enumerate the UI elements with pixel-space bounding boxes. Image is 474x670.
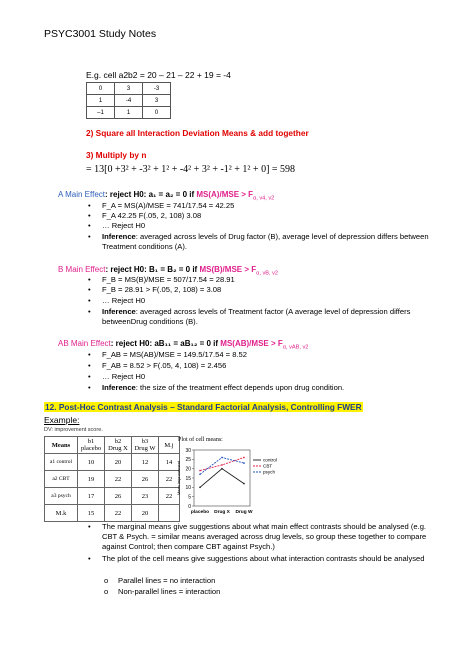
table-row [45,488,180,505]
table-cell: 12 [132,454,159,471]
column-header: b3 Drug W [132,437,159,454]
table-cell: 1 [87,95,115,107]
data-point [221,457,223,459]
series-line-control [200,469,244,488]
data-point [243,462,245,464]
data-point [199,473,201,475]
y-tick-label: 30 [185,447,191,454]
column-header: M.j [159,437,180,454]
ab-main-effect-heading [58,339,308,351]
table-cell: 15 [78,505,105,522]
series-line-psych [200,457,244,474]
row-header: a1 control [45,454,78,471]
b-effect-hypothesis: : reject H0: B₁ = B₂ = 0 if [105,265,200,274]
inference-label: Inference [102,232,136,241]
a-effect-item: F_A = MS(A)/MSE = 741/17.54 = 42.25 [102,201,235,210]
column-header: b2 Drug X [105,437,132,454]
b-effect-item: F_B = MS(B)/MSE = 507/17.54 = 28.91 [102,275,235,284]
y-tick-label: 0 [188,503,191,510]
table-cell: -3 [143,83,171,95]
table-cell: 26 [105,488,132,505]
b-effect-title: B Main Effect [58,265,106,274]
step-3-heading: 3) Multiply by n [86,150,147,160]
data-point [221,464,223,466]
ab-effect-criterion-sub: α, vAB, v2 [282,344,309,351]
interaction-deviation-table [86,82,171,119]
table-cell: 20 [105,454,132,471]
y-tick-label: 5 [188,494,191,501]
a-effect-item: … Reject H0 [102,221,146,230]
y-tick-label: 20 [185,466,191,473]
table-cell: 26 [132,471,159,488]
table-cell: 0 [143,107,171,119]
table-cell: 20 [132,505,159,522]
b-effect-criterion: MS(B)/MSE > F [199,265,257,274]
table-cell: 22 [159,488,180,505]
inference-label: Inference [102,383,136,392]
ab-effect-criterion: MS(AB)/MSE > F [220,339,283,348]
row-header: a3 psych [45,488,78,505]
data-point [243,483,245,485]
table-cell: 23 [132,488,159,505]
table-corner: Means [45,437,78,454]
ab-effect-item: F_AB = MS(AB)/MSE = 149.5/17.54 = 8.52 [102,350,247,359]
a-effect-criterion: MS(A)/MSE > F [196,190,254,199]
table-cell: 14 [159,454,180,471]
inference-text: : averaged across levels of Treatment factor (A average level of depression differs betweenDrug conditions (B). [102,307,411,326]
list-item: • Inference: averaged across levels of Drug factor (B), average level of depression differs between Treatment conditions (A). [88,232,429,251]
table-cell: 1 [115,107,143,119]
example-label: Example: [44,415,80,425]
y-tick-label: 25 [185,457,191,464]
step-2-heading: 2) Square all Interaction Deviation Means & add together [86,128,309,138]
a-effect-item: F_A 42.25 F(.05, 2, 108) 3.08 [102,211,202,220]
table-cell: 3 [143,95,171,107]
table-row [87,83,171,95]
b-effect-item: F_B = 28.91 > F(.05, 2, 108) = 3.08 [102,285,222,294]
legend-label: CBT [263,463,273,469]
a-effect-criterion-sub: α, v4, v2 [253,195,275,202]
a-effect-title: A Main Effect [58,190,105,199]
inference-label: Inference [102,307,136,316]
cell-means-plot [176,446,286,518]
table-cell: 3 [115,83,143,95]
row-header: M.k [45,505,78,522]
table-row [45,471,180,488]
ss-interaction-formula: = 13[0 +3² + -3² + 1² + -4² + 3² + -1² + 1² + 0] = 598 [86,164,296,175]
plot-title: Plot of cell means: [178,437,223,443]
y-axis-label: Mean improvement [176,460,181,496]
inference-text: : averaged across levels of Drug factor (B), average level of depression differs between Treatment conditions (A). [102,232,429,251]
y-tick-label: 15 [185,475,191,482]
inference-text: : the size of the treatment effect depends upon drug condition. [135,383,345,392]
a-main-effect-heading [58,190,274,202]
table-cell: 22 [105,505,132,522]
ab-effect-item: … Reject H0 [102,372,146,381]
dv-label: DV: improvement score. [44,427,103,433]
b-effect-item: … Reject H0 [102,296,146,305]
table-cell: 10 [78,454,105,471]
x-tick-label: Drug W [235,510,253,515]
page-header: PSYC3001 Study Notes [44,28,157,40]
table-cell: 17 [78,488,105,505]
table-row [45,454,180,471]
table-cell: 22 [159,471,180,488]
example-cell-calculation: E.g. cell a2b2 = 20 – 21 – 22 + 19 = -4 [86,70,231,80]
column-header: b1 placebo [78,437,105,454]
data-point [199,470,201,472]
x-tick-label: placebo [190,510,210,515]
data-point [243,457,245,459]
row-header: a2 CBT [45,471,78,488]
table-cell: 0 [87,83,115,95]
table-row [45,437,180,454]
data-point [199,487,201,489]
bullet-text: The marginal means give suggestions about what main effect contrasts should be analysed (e.g. CBT & Psych. = similar means averaged across drug levels, so group these together to compare against Control; then compare CBT against Psych.) [102,522,427,551]
data-point [221,468,223,470]
list-item: • Inference: averaged across levels of Treatment factor (A average level of depression differs betweenDrug conditions (B). [88,307,411,326]
cell-means-table [44,436,180,522]
ab-effect-item: F_AB = 8.52 > F(.05, 4, 108) = 2.456 [102,361,227,370]
table-row [45,505,180,522]
y-tick-label: 10 [185,485,191,492]
table-cell: 19 [78,471,105,488]
table-row [87,95,171,107]
x-tick-label: Drug X [214,510,230,515]
table-cell: 22 [105,471,132,488]
sub-bullet-text: Parallel lines = no interaction [118,576,216,585]
legend-label: psych [263,469,276,475]
table-row [87,107,171,119]
b-effect-criterion-sub: α, vB, v2 [256,270,279,277]
ab-effect-hypothesis: : reject H0: aB₁₁ = aB₁₂ = 0 if [110,339,221,348]
ab-effect-title: AB Main Effect [58,339,111,348]
table-cell: -4 [115,95,143,107]
sub-bullet-text: Non-parallel lines = interaction [118,587,221,596]
section-12-heading: 12. Post-Hoc Contrast Analysis – Standard Factorial Analysis, Controlling FWER [45,402,362,412]
bullet-text: The plot of the cell means give suggestions about what interaction contrasts should be analysed [102,554,425,563]
legend-label: control [263,457,277,463]
table-cell: –1 [87,107,115,119]
a-effect-hypothesis: : reject H0: a₁ = a₂ = 0 if [105,190,197,199]
